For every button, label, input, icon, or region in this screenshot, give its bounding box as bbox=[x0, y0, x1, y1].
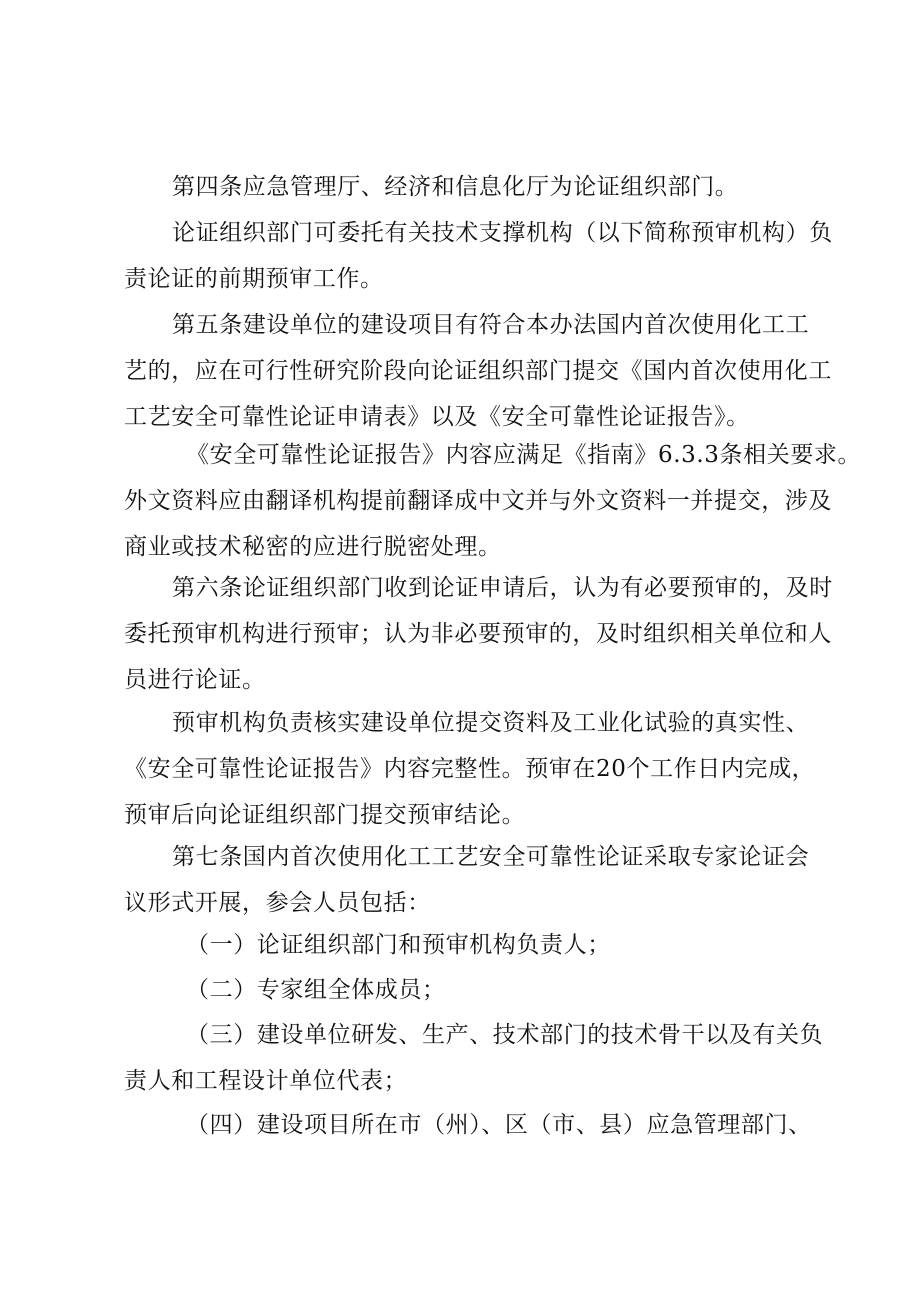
paragraph-article-6 bbox=[124, 565, 833, 703]
text-line: 预审后向论证组织部门提交预审结论。 bbox=[124, 802, 526, 828]
list-item-1 bbox=[124, 922, 814, 968]
text-line: 商业或技术秘密的应进行脱密处理。 bbox=[124, 534, 502, 560]
paragraph-article-6-review bbox=[124, 700, 814, 838]
text-line: （四）建设项目所在市（州）、区（市、县）应急管理部门、 bbox=[186, 1112, 812, 1138]
text-line: （二）专家组全体成员； bbox=[186, 977, 446, 1003]
text-line: 第六条论证组织部门收到论证申请后，认为有必要预审的，及时 bbox=[172, 575, 833, 601]
text-line: （一）论证组织部门和预审机构负责人； bbox=[186, 932, 611, 958]
text-line: 预审机构负责核实建设单位提交资料及工业化试验的真实性、 bbox=[172, 710, 810, 736]
text-line: 议形式开展，参会人员包括： bbox=[124, 890, 431, 916]
paragraph-article-4-delegate bbox=[124, 210, 833, 302]
text-line: 第七条国内首次使用化工工艺安全可靠性论证采取专家论证会 bbox=[172, 844, 810, 870]
text-line: 论证组织部门可委托有关技术支撑机构（以下简称预审机构）负 bbox=[172, 220, 833, 246]
list-item-2 bbox=[124, 967, 814, 1013]
text-line: 外文资料应由翻译机构提前翻译成中文并与外文资料一并提交，涉及 bbox=[124, 488, 832, 514]
text-line: 《安全可靠性论证报告》内容应满足《指南》6.3.3条相关要求。 bbox=[186, 442, 862, 468]
paragraph-article-7 bbox=[124, 834, 814, 926]
text-line: 责人和工程设计单位代表； bbox=[124, 1068, 408, 1094]
text-line: 艺的，应在可行性研究阶段向论证组织部门提交《国内首次使用化工 bbox=[124, 358, 832, 384]
text-line: 《安全可靠性论证报告》内容完整性。预审在20个工作日内完成， bbox=[124, 756, 816, 782]
text-line: （三）建设单位研发、生产、技术部门的技术骨干以及有关负 bbox=[186, 1022, 824, 1048]
text-line: 员进行论证。 bbox=[124, 667, 266, 693]
list-item-4 bbox=[124, 1102, 814, 1148]
text-line: 委托预审机构进行预审；认为非必要预审的，及时组织相关单位和人 bbox=[124, 621, 832, 647]
list-item-3 bbox=[124, 1012, 824, 1104]
paragraph-article-5 bbox=[124, 302, 832, 440]
text-line: 工艺安全可靠性论证申请表》以及《安全可靠性论证报告》。 bbox=[124, 404, 750, 430]
text-line: 责论证的前期预审工作。 bbox=[124, 266, 384, 292]
text-line: 第四条应急管理厅、经济和信息化厅为论证组织部门。 bbox=[172, 174, 739, 200]
text-line: 第五条建设单位的建设项目有符合本办法国内首次使用化工工 bbox=[172, 312, 810, 338]
paragraph-article-5-report bbox=[124, 432, 862, 570]
paragraph-article-4 bbox=[124, 164, 814, 210]
